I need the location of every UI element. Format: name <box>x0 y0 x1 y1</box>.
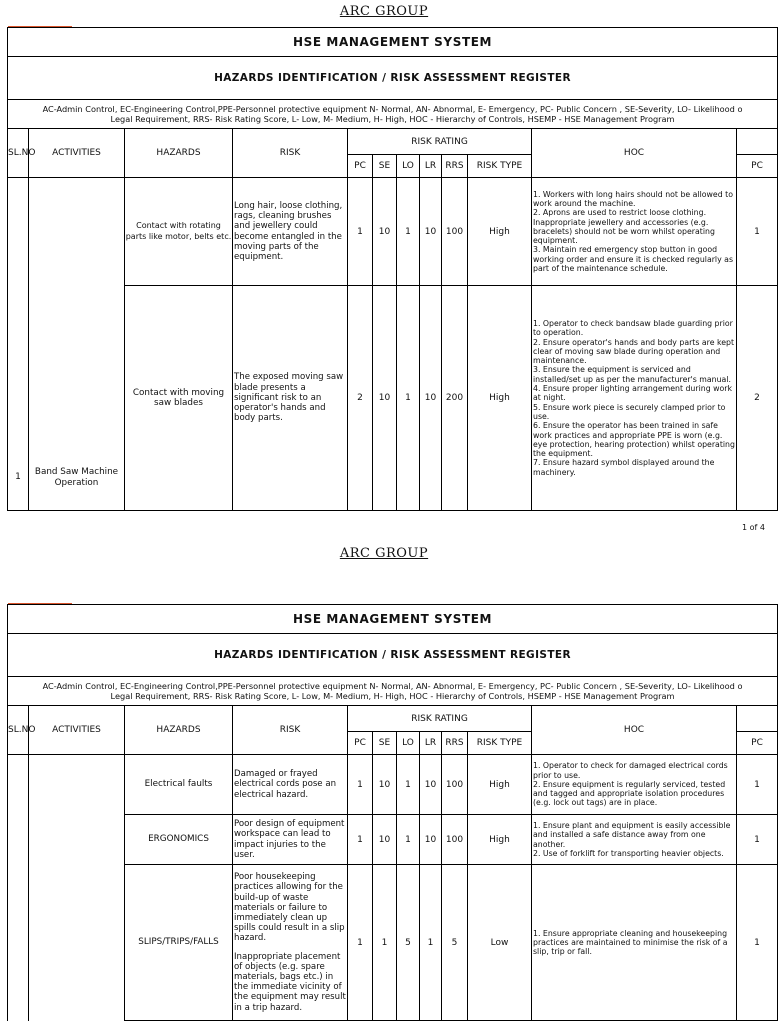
abbreviation-legend: AC-Admin Control, EC-Engineering Control,PPE-Personnel protective equipment N- Normal, AN- Abnormal, E- Emergency, PC- Public Concern , SE-Severity, LO- Likelihood o Legal Requirement, RRS- Risk Rating Score, L- Low, M- Medium, H- High, HOC - Hierarchy of Controls, HSEMP - HSE Management Program <box>8 677 778 706</box>
risk-paragraph: Poor housekeeping practices allowing for the build-up of waste materials or failure to immediately clean up spills could result in a slip hazard. <box>234 872 345 944</box>
table-row <box>8 178 778 286</box>
activity-cell: Band Saw Machine Operation <box>29 178 125 511</box>
lo-cell: 1 <box>397 755 420 815</box>
system-title: HSE MANAGEMENT SYSTEM <box>8 28 778 57</box>
hoc-cell <box>532 755 737 815</box>
pc-cell: 1 <box>348 178 373 286</box>
hazard-cell: Electrical faults <box>125 755 233 815</box>
col-header-slno: SL.NO <box>8 706 29 755</box>
hoc-item: 4. Ensure proper lighting arrangement during work at night. <box>533 384 732 403</box>
risk-type-cell: High <box>468 755 532 815</box>
abbreviation-legend: AC-Admin Control, EC-Engineering Control,PPE-Personnel protective equipment N- Normal, AN- Abnormal, E- Emergency, PC- Public Concern , SE-Severity, LO- Likelihood o Legal Requirement, RRS- Risk Rating Score, L- Low, M- Medium, H- High, HOC - Hierarchy of Controls, HSEMP - HSE Management Program <box>8 100 778 129</box>
sl-no <box>8 755 29 1021</box>
risk-register-table-page1 <box>7 27 778 511</box>
col-header-risk-rating: RISK RATING <box>348 129 532 155</box>
pc-cell: 1 <box>348 815 373 865</box>
col-header-risk: RISK <box>233 129 348 178</box>
col-header-risk-type: RISK TYPE <box>468 155 532 178</box>
risk-cell: Damaged or frayed electrical cords pose an electrical hazard. <box>233 755 348 815</box>
lo-cell: 1 <box>397 815 420 865</box>
col-header-rrs: RRS <box>442 155 468 178</box>
hoc-cell <box>532 865 737 1021</box>
company-name: ARC GROUP <box>339 546 429 561</box>
register-title: HAZARDS IDENTIFICATION / RISK ASSESSMENT REGISTER <box>8 634 778 677</box>
se-cell: 1 <box>373 865 397 1021</box>
hoc-item: 5. Ensure work piece is securely clamped prior to use. <box>533 402 726 421</box>
lr-cell: 10 <box>420 815 442 865</box>
table-row <box>8 755 778 815</box>
rrs-cell: 5 <box>442 865 468 1021</box>
pc-cell: 1 <box>348 865 373 1021</box>
hoc-item: 1. Operator to check bandsaw blade guarding prior to operation. <box>533 318 733 338</box>
hoc-item: 1. Ensure appropriate cleaning and housekeeping practices are maintained to minimise the risk of a slip, trip or fall. <box>533 928 728 957</box>
pc-cell: 2 <box>348 286 373 511</box>
hoc-item: 6. Ensure the operator has been trained in safe work practices and appropriate PPE is worn (e.g. eye protection, hearing protection) whilst operating the equipment. <box>533 421 735 459</box>
se-cell: 10 <box>373 755 397 815</box>
risk-cell: Long hair, loose clothing, rags, cleaning brushes and jewellery could become entangled in the moving parts of the equipment. <box>233 178 348 286</box>
col-header-hoc: HOC <box>532 706 737 755</box>
pc2-cell: 2 <box>737 286 778 511</box>
pc2-cell: 1 <box>737 865 778 1021</box>
risk-type-cell: High <box>468 815 532 865</box>
pc2-cell: 1 <box>737 815 778 865</box>
rrs-cell: 100 <box>442 178 468 286</box>
hazard-cell: SLIPS/TRIPS/FALLS <box>125 865 233 1021</box>
activity-cell <box>29 755 125 1021</box>
hoc-cell <box>532 286 737 511</box>
risk-paragraph: Inappropriate placement of objects (e.g. spare materials, bags etc.) in the immediate vicinity of the equipment may result in a trip hazard. <box>234 951 346 1013</box>
se-cell: 10 <box>373 815 397 865</box>
col-header-hoc: HOC <box>532 129 737 178</box>
rrs-cell: 100 <box>442 755 468 815</box>
risk-cell: Poor design of equipment workspace can lead to impact injuries to the user. <box>233 815 348 865</box>
hoc-item: 3. Ensure the equipment is serviced and installed/set up as per the manufacturer's manual. <box>533 365 731 384</box>
rrs-cell: 200 <box>442 286 468 511</box>
hoc-item: 1. Operator to check for damaged electrical cords prior to use. <box>533 761 728 780</box>
risk-cell: The exposed moving saw blade presents a significant risk to an operator's hands and body parts. <box>233 286 348 511</box>
se-cell: 10 <box>373 178 397 286</box>
hoc-item: 3. Maintain red emergency stop button in good working order and ensure it is checked regularly as part of the maintenance schedule. <box>533 245 734 274</box>
rrs-cell: 100 <box>442 815 468 865</box>
col-header-activities: ACTIVITIES <box>29 706 125 755</box>
hoc-item: 7. Ensure hazard symbol displayed around the machinery. <box>533 458 715 477</box>
col-header-se: SE <box>373 732 397 755</box>
register-title: HAZARDS IDENTIFICATION / RISK ASSESSMENT REGISTER <box>8 57 778 100</box>
hoc-item: 1. Workers with long hairs should not be allowed to work around the machine. <box>533 189 733 208</box>
pc2-cell: 1 <box>737 178 778 286</box>
risk-type-cell: Low <box>468 865 532 1021</box>
hoc-item: 2. Aprons are used to restrict loose clothing. Inappropriate jewellery and accessories (e.g. bracelets) should not be worn whilst operating equipment. <box>533 208 715 246</box>
col-header-hazards: HAZARDS <box>125 129 233 178</box>
risk-cell <box>233 865 348 1021</box>
lo-cell: 1 <box>397 286 420 511</box>
col-header-lr: LR <box>420 732 442 755</box>
hazard-cell: Contact with rotating parts like motor, belts etc. <box>125 178 233 286</box>
col-header-hazards: HAZARDS <box>125 706 233 755</box>
lo-cell: 1 <box>397 178 420 286</box>
col-header-lr: LR <box>420 155 442 178</box>
pc2-cell: 1 <box>737 755 778 815</box>
col-header-activities: ACTIVITIES <box>29 129 125 178</box>
lr-cell: 10 <box>420 178 442 286</box>
company-name: ARC GROUP <box>339 4 429 19</box>
se-cell: 10 <box>373 286 397 511</box>
col-header-slno: SL.NO <box>8 129 29 178</box>
col-header-blank <box>737 129 778 155</box>
col-header-lo: LO <box>397 155 420 178</box>
col-header-risk-rating: RISK RATING <box>348 706 532 732</box>
col-header-lo: LO <box>397 732 420 755</box>
col-header-rrs: RRS <box>442 732 468 755</box>
risk-type-cell: High <box>468 178 532 286</box>
hoc-item: 2. Ensure equipment is regularly serviced, tested and tagged and appropriate isolation procedures (e.g. lock out tags) are in place. <box>533 779 726 808</box>
hazard-cell: Contact with moving saw blades <box>125 286 233 511</box>
col-header-risk: RISK <box>233 706 348 755</box>
hoc-cell <box>532 815 737 865</box>
col-header-pc2: PC <box>737 155 778 178</box>
col-header-pc2: PC <box>737 732 778 755</box>
col-header-blank <box>737 706 778 732</box>
risk-register-table-page2 <box>7 604 778 1021</box>
hazard-cell: ERGONOMICS <box>125 815 233 865</box>
sl-no: 1 <box>8 178 29 511</box>
lo-cell: 5 <box>397 865 420 1021</box>
col-header-pc: PC <box>348 155 373 178</box>
col-header-risk-type: RISK TYPE <box>468 732 532 755</box>
lr-cell: 1 <box>420 865 442 1021</box>
lr-cell: 10 <box>420 286 442 511</box>
hoc-item: 2. Ensure operator's hands and body parts are kept clear of moving saw blade during operation and maintenance. <box>533 337 735 366</box>
hoc-item: 2. Use of forklift for transporting heavier objects. <box>533 848 724 858</box>
risk-type-cell: High <box>468 286 532 511</box>
pc-cell: 1 <box>348 755 373 815</box>
hoc-item: 1. Ensure plant and equipment is easily accessible and installed a safe distance away from one another. <box>533 820 731 849</box>
page-indicator: 1 of 4 <box>742 523 765 532</box>
lr-cell: 10 <box>420 755 442 815</box>
col-header-se: SE <box>373 155 397 178</box>
col-header-pc: PC <box>348 732 373 755</box>
system-title: HSE MANAGEMENT SYSTEM <box>8 605 778 634</box>
hoc-cell <box>532 178 737 286</box>
